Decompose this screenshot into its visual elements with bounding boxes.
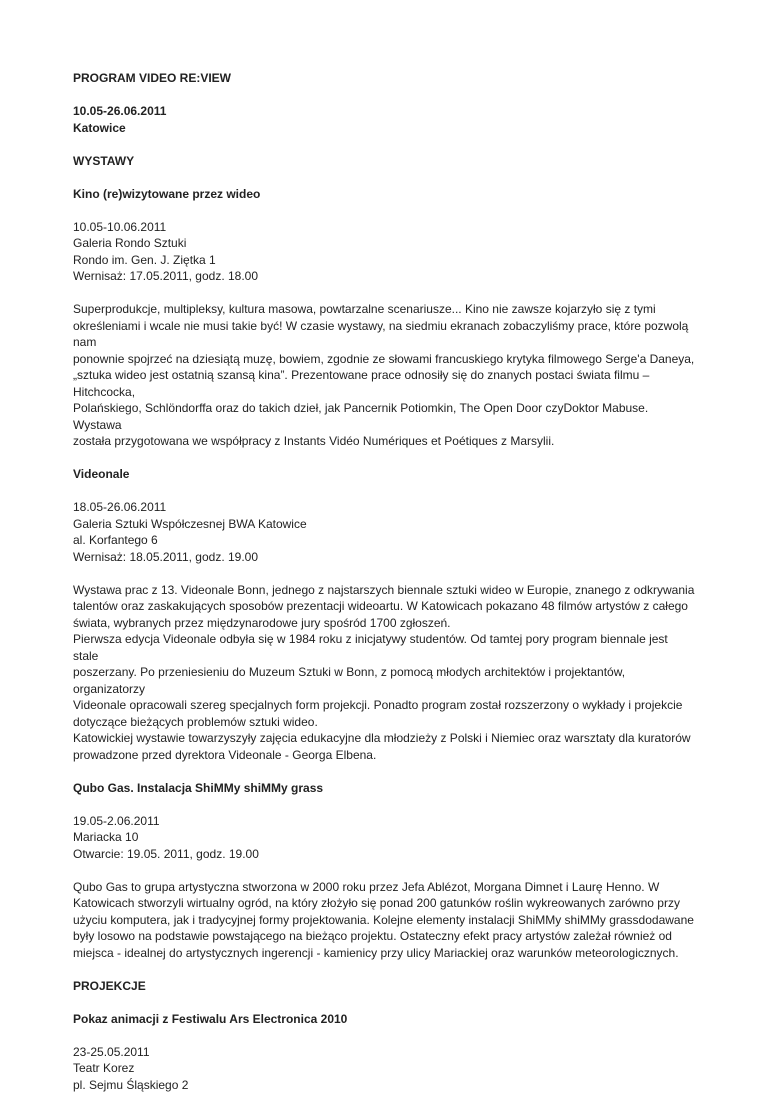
event-info-line: Wernisaż: 18.05.2011, godz. 19.00 [73,549,696,566]
event-body-line: Wystawa prac z 13. Videonale Bonn, jednego z najstarszych biennale sztuki wideo w Europie, znanego z odkrywania [73,582,696,599]
event-info-line: Teatr Korez [73,1060,696,1077]
event-body-line: Polańskiego, Schlöndorffa oraz do takich dzieł, jak Pancernik Potiomkin, The Open Door czyDoktor Mabuse. Wystawa [73,400,696,433]
event-body-line: Videonale opracowali szereg specjalnych form projekcji. Ponadto program został rozszerzony o wykłady i projekcie [73,697,696,714]
section-heading-wystawy: WYSTAWY [73,153,696,170]
program-dates: 10.05-26.06.2011 [73,103,696,120]
section-heading-projekcje: PROJEKCJE [73,978,696,995]
event-info-line: Wernisaż: 17.05.2011, godz. 18.00 [73,268,696,285]
event-body-line: Qubo Gas to grupa artystyczna stworzona w 2000 roku przez Jefa Ablézot, Morgana Dimnet i Laurę Henno. W [73,879,696,896]
event-body-line: Pierwsza edycja Videonale odbyła się w 1984 roku z inicjatywy studentów. Od tamtej pory program biennale jest stale [73,631,696,664]
event-info-line: 10.05-10.06.2011 [73,219,696,236]
event-body-line: ponownie spojrzeć na dziesiątą muzę, bowiem, zgodnie ze słowami francuskiego krytyka filmowego Serge'a Daneya, [73,351,696,368]
event-body-line: poszerzany. Po przeniesieniu do Muzeum Sztuki w Bonn, z pomocą młodych architektów i projektantów, organizatorzy [73,664,696,697]
event-body-line: Katowicach stworzyli wirtualny ogród, na który złożyło się ponad 200 gatunków roślin wykreowanych zarówno przy [73,895,696,912]
event-info-line: al. Korfantego 6 [73,532,696,549]
event-title: Videonale [73,466,696,483]
event-body-line: Katowickiej wystawie towarzyszyły zajęcia edukacyjne dla młodzieży z Polski i Niemiec oraz warsztaty dla kuratorów [73,730,696,747]
event-body-line: dotyczące bieżących problemów sztuki wideo. [73,714,696,731]
event-body-line: użyciu komputera, jak i tradycyjnej formy projektowania. Kolejne elementy instalacji ShiMMy shiMMy grassdodawane [73,912,696,929]
event-body-line: świata, wybranych przez międzynarodowe jury spośród 1700 zgłoszeń. [73,615,696,632]
event-body-line: były losowo na podstawie powstającego na bieżąco projektu. Ostateczny efekt pracy artystów zależał również od [73,928,696,945]
event-body-line: Superprodukcje, multipleksy, kultura masowa, powtarzalne scenariusze... Kino nie zawsze kojarzyło się z tymi [73,301,696,318]
event-title: Kino (re)wizytowane przez wideo [73,186,696,203]
event-title: Qubo Gas. Instalacja ShiMMy shiMMy grass [73,780,696,797]
event-info-line: Mariacka 10 [73,829,696,846]
event-body-line: miejsca - idealnej do artystycznych ingerencji - kamienicy przy ulicy Mariackiej oraz warunków meteorologicznych. [73,945,696,962]
event-info-line: 23-25.05.2011 [73,1044,696,1061]
event-info-line: Rondo im. Gen. J. Ziętka 1 [73,252,696,269]
event-info-line: Otwarcie: 19.05. 2011, godz. 19.00 [73,846,696,863]
program-title: PROGRAM VIDEO RE:VIEW [73,70,696,87]
event-body-line: talentów oraz zaskakujących sposobów prezentacji wideoartu. W Katowicach pokazano 48 filmów artystów z całego [73,598,696,615]
event-body-line: określeniami i wcale nie musi takie być! W czasie wystawy, na siedmiu ekranach zobaczyliśmy prace, które pozwolą nam [73,318,696,351]
event-body-line: prowadzone przed dyrektora Videonale - Georga Elbena. [73,747,696,764]
event-info-line: Galeria Rondo Sztuki [73,235,696,252]
event-body-line: została przygotowana we współpracy z Instants Vidéo Numériques et Poétiques z Marsylii. [73,433,696,450]
event-body-line: „sztuka wideo jest ostatnią szansą kina”. Prezentowane prace odnosiły się do znanych postaci świata filmu – Hitchcocka, [73,367,696,400]
event-title: Pokaz animacji z Festiwalu Ars Electronica 2010 [73,1011,696,1028]
event-info-line: 18.05-26.06.2011 [73,499,696,516]
program-city: Katowice [73,120,696,137]
event-info-line: 19.05-2.06.2011 [73,813,696,830]
event-info-line: Galeria Sztuki Współczesnej BWA Katowice [73,516,696,533]
event-info-line: pl. Sejmu Śląskiego 2 [73,1077,696,1093]
